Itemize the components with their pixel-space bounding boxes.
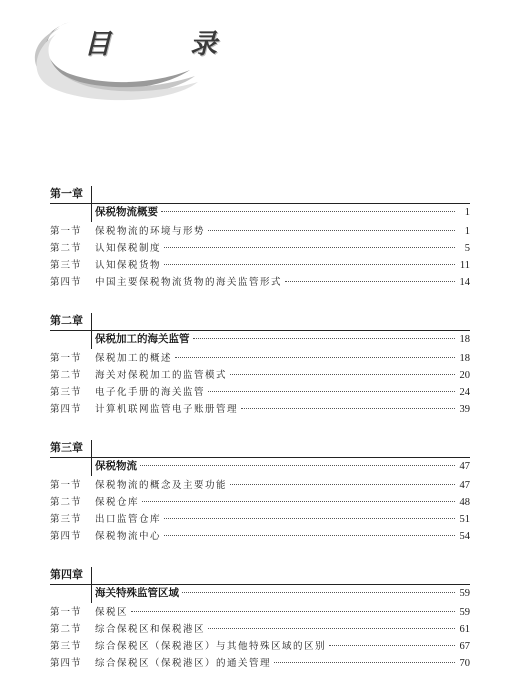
- leader-dots: [164, 518, 455, 519]
- page-number: 67: [459, 641, 470, 652]
- leader-dots: [131, 611, 455, 612]
- divider: [91, 440, 92, 476]
- chapter-title: 保税加工的海关监管: [95, 333, 190, 345]
- section-row[interactable]: [50, 223, 470, 240]
- chapter-4: [50, 567, 470, 672]
- page-number: 1: [464, 207, 470, 218]
- section-label: 第三节: [50, 641, 82, 652]
- page-number: 59: [459, 607, 470, 618]
- section-row[interactable]: [50, 494, 470, 511]
- page-number: 51: [459, 514, 470, 525]
- section-row[interactable]: [50, 401, 470, 418]
- section-row[interactable]: [50, 655, 470, 672]
- section-title: 保税物流中心: [95, 531, 162, 542]
- section-title: 出口监管仓库: [95, 514, 162, 525]
- section-title: 电子化手册的海关监管: [95, 387, 206, 398]
- chapter-heading: [50, 440, 470, 458]
- leader-dots: [208, 230, 455, 231]
- section-title: 保税加工的概述: [95, 353, 173, 364]
- chapter-label: 第二章: [50, 314, 83, 327]
- leader-dots: [241, 408, 455, 409]
- leader-dots: [208, 391, 455, 392]
- chapter-title-row[interactable]: [92, 204, 470, 223]
- section-row[interactable]: [50, 604, 470, 621]
- leader-dots: [285, 281, 455, 282]
- leader-dots: [161, 211, 455, 212]
- page-number: 20: [459, 370, 470, 381]
- page-number: 54: [459, 531, 470, 542]
- leader-dots: [230, 484, 455, 485]
- divider: [91, 567, 92, 603]
- leader-dots: [230, 374, 455, 375]
- leader-dots: [208, 628, 455, 629]
- page-number: 59: [459, 588, 470, 599]
- page-number: 47: [459, 480, 470, 491]
- section-label: 第三节: [50, 260, 82, 271]
- section-title: 综合保税区（保税港区）的通关管理: [95, 658, 272, 669]
- page-number: 47: [459, 461, 470, 472]
- section-label: 第一节: [50, 480, 82, 491]
- leader-dots: [329, 645, 455, 646]
- section-title: 保税物流的概念及主要功能: [95, 480, 228, 491]
- section-title: 海关对保税加工的监管模式: [95, 370, 228, 381]
- section-label: 第四节: [50, 658, 82, 669]
- page-number: 39: [459, 404, 470, 415]
- section-title: 认知保税制度: [95, 243, 162, 254]
- leader-dots: [140, 465, 455, 466]
- page-title: 目 录: [84, 29, 243, 60]
- section-label: 第一节: [50, 607, 82, 618]
- section-title: 保税物流的环境与形势: [95, 226, 206, 237]
- section-label: 第四节: [50, 531, 82, 542]
- section-title: 认知保税货物: [95, 260, 162, 271]
- section-label: 第一节: [50, 353, 82, 364]
- section-row[interactable]: [50, 367, 470, 384]
- section-row[interactable]: [50, 240, 470, 257]
- page-number: 70: [459, 658, 470, 669]
- section-label: 第三节: [50, 514, 82, 525]
- section-title: 综合保税区和保税港区: [95, 624, 206, 635]
- chapter-3: [50, 440, 470, 545]
- section-title: 综合保税区（保税港区）与其他特殊区域的区别: [95, 641, 327, 652]
- section-label: 第二节: [50, 370, 82, 381]
- section-label: 第二节: [50, 243, 82, 254]
- section-row[interactable]: [50, 528, 470, 545]
- leader-dots: [164, 264, 455, 265]
- page-number: 11: [459, 260, 470, 271]
- leader-dots: [193, 338, 456, 339]
- table-of-contents: [50, 186, 470, 694]
- page-number: 48: [459, 497, 470, 508]
- section-label: 第二节: [50, 624, 82, 635]
- divider: [91, 313, 92, 349]
- chapter-title: 海关特殊监管区域: [95, 587, 179, 599]
- section-row[interactable]: [50, 257, 470, 274]
- page-number: 18: [459, 334, 470, 345]
- section-title: 保税区: [95, 607, 129, 618]
- chapter-2: [50, 313, 470, 418]
- section-row[interactable]: [50, 384, 470, 401]
- leader-dots: [164, 247, 455, 248]
- section-row[interactable]: [50, 511, 470, 528]
- page-number: 61: [459, 624, 470, 635]
- section-label: 第四节: [50, 404, 82, 415]
- chapter-heading: [50, 186, 470, 204]
- chapter-title: 保税物流概要: [95, 206, 158, 218]
- section-row[interactable]: [50, 274, 470, 291]
- leader-dots: [182, 592, 455, 593]
- section-label: 第三节: [50, 387, 82, 398]
- section-row[interactable]: [50, 350, 470, 367]
- leader-dots: [164, 535, 455, 536]
- chapter-label: 第三章: [50, 441, 83, 454]
- chapter-title-row[interactable]: [92, 331, 470, 350]
- leader-dots: [142, 501, 455, 502]
- chapter-title-row[interactable]: [92, 458, 470, 477]
- chapter-heading: [50, 313, 470, 331]
- page-header: [0, 0, 520, 110]
- section-label: 第四节: [50, 277, 82, 288]
- section-label: 第二节: [50, 497, 82, 508]
- page-number: 1: [464, 226, 470, 237]
- section-row[interactable]: [50, 621, 470, 638]
- section-title: 保税仓库: [95, 497, 140, 508]
- section-label: 第一节: [50, 226, 82, 237]
- chapter-label: 第四章: [50, 568, 83, 581]
- chapter-title: 保税物流: [95, 460, 137, 472]
- page-number: 24: [459, 387, 470, 398]
- divider: [91, 186, 92, 222]
- leader-dots: [274, 662, 455, 663]
- chapter-label: 第一章: [50, 187, 83, 200]
- section-title: 计算机联网监管电子账册管理: [95, 404, 239, 415]
- page-number: 5: [464, 243, 470, 254]
- leader-dots: [175, 357, 455, 358]
- chapter-1: [50, 186, 470, 291]
- page-number: 18: [459, 353, 470, 364]
- section-row[interactable]: [50, 638, 470, 655]
- section-title: 中国主要保税物流货物的海关监管形式: [95, 277, 283, 288]
- section-row[interactable]: [50, 477, 470, 494]
- page-number: 14: [459, 277, 470, 288]
- chapter-title-row[interactable]: [92, 585, 470, 604]
- chapter-heading: [50, 567, 470, 585]
